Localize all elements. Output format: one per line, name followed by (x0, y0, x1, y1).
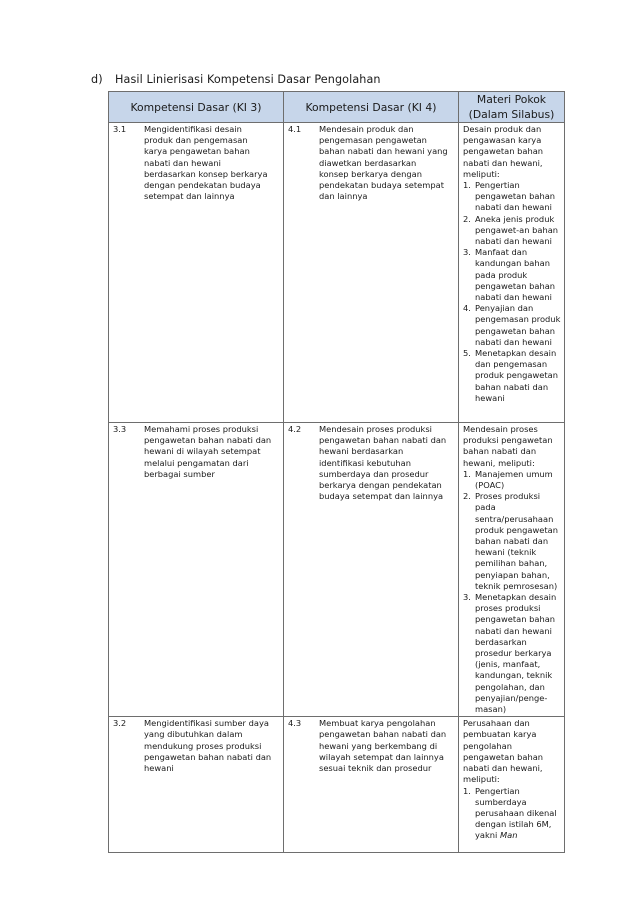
ki4-text-line: sesuai teknik dan prosedur (319, 763, 432, 774)
ki3-text-line: yang dibutuhkan dalam (144, 729, 243, 740)
ki3-text-line: Mengidentifikasi desain (144, 124, 242, 134)
materi-item-line: masan) (475, 704, 507, 715)
ki4-cell (284, 423, 459, 717)
ki4-cell (284, 123, 459, 423)
table-row (109, 123, 565, 423)
ki3-competency (113, 718, 280, 774)
materi-intro-line: Desain produk dan (463, 124, 542, 134)
materi-intro-line: pembuatan karya (463, 729, 537, 740)
ki4-competency (288, 718, 455, 774)
ki3-text-line: dengan pendekatan budaya (144, 180, 261, 191)
section-title: Hasil Linierisasi Kompetensi Dasar Pengolahan (115, 73, 381, 86)
materi-cell (459, 717, 565, 853)
materi-intro (463, 718, 561, 785)
materi-item-line: pengawetan bahan (475, 614, 556, 625)
materi-item-number: 1. (463, 180, 471, 191)
ki3-text (144, 124, 280, 202)
ki3-text-line: pengawetan bahan nabati dan (144, 435, 272, 446)
materi-item-line: sentra/perusahaan (475, 513, 554, 524)
ki4-text-line: budaya setempat dan lainnya (319, 491, 444, 502)
materi-item-line: produk pengawetan (475, 524, 559, 535)
materi-intro-line: Mendesain proses (463, 424, 538, 434)
materi-item-line: perusahaan dikenal (475, 807, 557, 818)
ki3-text-line: melalui pengamatan dari (144, 457, 249, 468)
materi-list-item (463, 303, 561, 348)
materi-item-line: nabati dan hewani (475, 202, 552, 213)
materi-item-line: Proses produksi (475, 491, 541, 502)
materi-intro-line: nabati dan hewani, (463, 157, 543, 168)
materi-item-number: 1. (463, 785, 471, 796)
materi-item-line: bahan nabati dan (475, 381, 549, 392)
materi-item-line: pengawetan bahan (475, 191, 556, 202)
materi-intro (463, 124, 561, 180)
materi-item-line: Pengertian (475, 785, 520, 796)
ki4-text-line: bahan nabati dan hewani yang (319, 146, 448, 157)
ki3-cell (109, 717, 284, 853)
table-row (109, 717, 565, 853)
materi-item-line: dengan istilah 6M, (475, 819, 552, 830)
materi-item-line: hewani (475, 392, 505, 403)
materi-item-text (475, 180, 561, 214)
materi-item-text (475, 469, 561, 491)
materi-intro-line: pengawetan bahan (463, 146, 544, 157)
materi-list-item (463, 247, 561, 303)
materi-item-text (475, 348, 561, 404)
materi-intro-line: pengolahan (463, 740, 512, 751)
ki3-cell (109, 123, 284, 423)
ki4-number: 4.1 (288, 124, 302, 134)
materi-item-line: pada produk (475, 269, 528, 280)
ki4-number: 4.3 (288, 718, 302, 729)
materi-list-item (463, 214, 561, 248)
competency-table (108, 91, 565, 853)
ki3-number: 3.1 (113, 124, 127, 134)
materi-item-line: nabati dan hewani (475, 292, 552, 303)
materi-list-item (463, 491, 561, 592)
materi-intro-line: meliputi: (463, 168, 500, 179)
materi-intro-line: pengawasan karya (463, 135, 542, 146)
materi-item-line: pada (475, 502, 496, 513)
ki3-text (144, 424, 280, 480)
materi-item-text (475, 214, 561, 248)
materi-item-number: 3. (463, 247, 471, 258)
ki3-text-line: mendukung proses produksi (144, 740, 262, 751)
section-heading (91, 73, 381, 86)
materi-item-line: bahan nabati dan (475, 536, 549, 547)
materi-item-line: pengawetan bahan (475, 280, 556, 291)
materi-item-line: Pengertian (475, 180, 520, 191)
ki4-text-line: sumberdaya dan prosedur (319, 468, 429, 479)
ki4-text (319, 718, 455, 774)
ki3-text-line: Mengidentifikasi sumber daya (144, 718, 269, 729)
ki3-text-line: setempat dan lainnya (144, 191, 235, 202)
table-body (109, 123, 565, 853)
materi-item-line: Menetapkan desain (475, 348, 557, 359)
ki3-text-line: karya pengawetan bahan (144, 146, 250, 157)
materi-item-line: Aneka jenis produk (475, 213, 555, 224)
materi-item-line: penyiapan bahan, (475, 569, 550, 580)
ki3-competency (113, 124, 280, 202)
materi-item-text (475, 247, 561, 303)
ki3-text-line: hewani (144, 763, 174, 774)
header-materi-line1: Materi Pokok (476, 93, 547, 106)
materi-item-line: kandungan bahan (475, 258, 550, 269)
materi-list-item (463, 592, 561, 715)
materi-item-text (475, 303, 561, 348)
materi-item-line: pemilihan bahan, (475, 558, 548, 569)
ki4-text-line: berkarya dengan pendekatan (319, 480, 442, 491)
materi-item-line: pengolahan, dan (475, 681, 545, 692)
materi-cell (459, 123, 565, 423)
ki4-text-line: pengawetan bahan nabati dan (319, 729, 447, 740)
materi-item-line: Manajemen umum (475, 468, 553, 479)
materi-item-line: nabati dan hewani (475, 336, 552, 347)
ki3-text-line: nabati dan hewani (144, 157, 221, 168)
ki3-text-line: pengawetan bahan nabati dan (144, 751, 272, 762)
ki4-text-line: pengemasan pengawetan (319, 135, 427, 146)
ki4-cell (284, 717, 459, 853)
materi-intro-line: Perusahaan dan (463, 718, 530, 729)
materi-item-text (475, 592, 561, 715)
materi-item-line: pengawetan bahan (475, 325, 556, 336)
ki4-text-line: hewani yang berkembang di (319, 740, 438, 751)
materi-list-item (463, 180, 561, 214)
header-materi-line2: (Dalam Silabus) (468, 108, 555, 121)
materi-item-line: teknik pemrosesan) (475, 580, 558, 591)
materi-cell (459, 423, 565, 717)
table-row (109, 423, 565, 717)
ki3-text-line: produk dan pengemasan (144, 135, 248, 146)
ki4-competency (288, 124, 455, 202)
materi-item-line: (jenis, manfaat, (475, 659, 541, 670)
ki4-text (319, 424, 455, 502)
materi-item-text (475, 491, 561, 592)
materi-intro-line: meliputi: (463, 774, 500, 785)
ki3-competency (113, 424, 280, 480)
ki4-text-line: Membuat karya pengolahan (319, 718, 436, 729)
materi-list-item (463, 348, 561, 404)
ki4-text-line: diawetkan berdasarkan (319, 157, 417, 168)
materi-item-line: produk pengawetan (475, 370, 559, 381)
ki3-cell (109, 423, 284, 717)
materi-intro-line: produksi pengawetan (463, 435, 553, 446)
materi-item-line: Manfaat dan (475, 247, 528, 258)
ki4-text-line: pendekatan budaya setempat (319, 180, 444, 191)
materi-item-line: nabati dan hewani (475, 625, 552, 636)
ki3-text (144, 718, 280, 774)
section-letter: d) (91, 73, 103, 86)
ki4-number: 4.2 (288, 424, 302, 434)
ki4-text-line: identifikasi kebutuhan (319, 457, 411, 468)
materi-item-line: pengawet-an bahan (475, 224, 559, 235)
materi-item-number: 5. (463, 348, 471, 359)
materi-item-line: (POAC) (475, 480, 505, 491)
materi-item-line: sumberdaya (475, 796, 527, 807)
materi-item-number: 2. (463, 213, 471, 224)
ki3-number: 3.2 (113, 718, 127, 729)
ki4-text-line: pengawetan bahan nabati dan (319, 435, 447, 446)
materi-item-tail-italic: Man (500, 830, 518, 841)
materi-intro-line: nabati dan hewani, (463, 763, 543, 774)
materi-item-text (475, 786, 561, 842)
materi-item-line (475, 830, 561, 841)
ki4-text-line: hewani berdasarkan (319, 446, 404, 457)
materi-item-line: berdasarkan (475, 636, 527, 647)
materi-item-line: kandungan, teknik (475, 670, 553, 681)
materi-intro-line: bahan nabati dan (463, 446, 537, 457)
ki4-text-line: Mendesain proses produksi (319, 424, 432, 434)
materi-item-number: 3. (463, 592, 471, 603)
ki3-text-line: Memahami proses produksi (144, 424, 259, 434)
materi-item-tail: yakni (475, 830, 501, 841)
materi-intro (463, 424, 561, 469)
ki3-text-line: hewani di wilayah setempat (144, 446, 261, 457)
materi-item-line: Menetapkan desain (475, 592, 557, 603)
header-ki3: Kompetensi Dasar (KI 3) (109, 92, 284, 123)
table-header-row (109, 92, 565, 123)
materi-item-line: dan pengemasan (475, 359, 548, 370)
materi-list-item (463, 469, 561, 491)
ki4-text (319, 124, 455, 202)
materi-intro-line: pengawetan bahan (463, 751, 544, 762)
materi-item-line: proses produksi (475, 603, 541, 614)
ki4-competency (288, 424, 455, 502)
materi-item-number: 1. (463, 468, 471, 479)
materi-item-line: Penyajian dan (475, 303, 534, 314)
header-materi (459, 92, 565, 123)
materi-item-line: hewani (teknik (475, 547, 537, 558)
header-ki4: Kompetensi Dasar (KI 4) (284, 92, 459, 123)
ki4-text-line: konsep berkarya dengan (319, 168, 422, 179)
materi-item-line: pengemasan produk (475, 314, 561, 325)
ki3-text-line: berbagai sumber (144, 468, 215, 479)
materi-item-line: penyajian/penge- (475, 692, 548, 703)
materi-list-item (463, 786, 561, 842)
materi-item-line: nabati dan hewani (475, 236, 552, 247)
ki4-text-line: dan lainnya (319, 191, 368, 202)
ki3-number: 3.3 (113, 424, 127, 434)
ki4-text-line: Mendesain produk dan (319, 124, 414, 134)
materi-item-number: 2. (463, 491, 471, 502)
materi-item-number: 4. (463, 303, 471, 314)
ki4-text-line: wilayah setempat dan lainnya (319, 751, 444, 762)
materi-intro-line: hewani, meliputi: (463, 457, 535, 468)
materi-item-line: prosedur berkarya (475, 648, 552, 659)
ki3-text-line: berdasarkan konsep berkarya (144, 168, 268, 179)
